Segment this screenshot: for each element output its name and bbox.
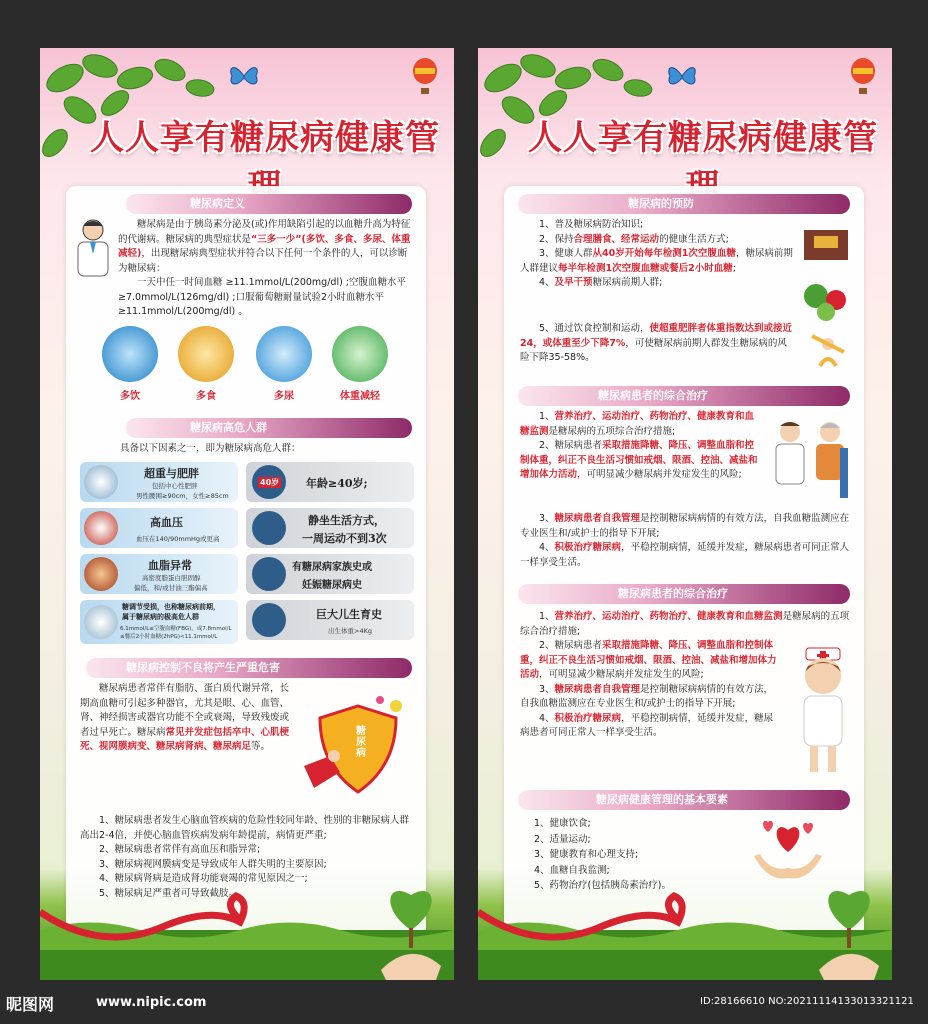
treatment2-text-a: 1、营养治疗、运动治疗、药物治疗、健康教育和血糖监测是糖尿病的五项综合治疗措施; xyxy=(520,611,850,637)
section-heading-essentials: 糖尿病健康管理的基本要素 xyxy=(518,790,850,810)
food-exercise-icon xyxy=(798,226,858,376)
risk-item: 40岁 年龄≥40岁; xyxy=(246,462,414,502)
watermark-url: www.nipic.com xyxy=(96,995,207,1010)
drink-more-icon xyxy=(102,326,158,382)
nurse-icon xyxy=(790,646,856,776)
symptom-label: 多食 xyxy=(196,391,216,402)
harm-list: 1、糖尿病患者发生心脑血管疾病的危险性较同年龄、性别的非糖尿病人群高出2-4倍，并使心脑血管疾病发病年龄提前，病情更严重; 2、糖尿病患者常伴有高血压和脂异常; 3、糖尿病视网膜病变是导致成年人群失明的主要原因; 4、糖尿病肾病是造成肾功能衰竭的常见原因之一; 5、糖尿病足严重者可导致截肢。 xyxy=(80,815,410,899)
content-card xyxy=(66,186,426,938)
section-heading-high-risk: 糖尿病高危人群 xyxy=(126,418,412,438)
symptom-label: 体重减轻 xyxy=(340,391,380,402)
section-heading-treatment-2: 糖尿病患者的综合治疗 xyxy=(518,584,850,604)
sitting-person-icon xyxy=(252,511,286,545)
prevention-text: 1、普及糖尿病防治知识; 2、保持合理膳食、经常运动的健康生活方式; 3、健康人群从40岁开始每年检测1次空腹血糖，糖尿病前期人群建议每半年检测1次空腹血糖或餐后2小时血糖; 4、及早干预糖尿病前期人群; xyxy=(520,219,793,288)
heart-tree-icon xyxy=(376,870,446,980)
weight-loss-icon xyxy=(332,326,388,382)
watermark-logo: 昵图网 xyxy=(6,995,55,1014)
urinate-more-icon xyxy=(256,326,312,382)
essentials-list: 1、健康饮食; 2、适量运动; 3、健康教育和心理支持; 4、血糖自我监测; 5、药物治疗(包括胰岛素治疗)。 xyxy=(534,818,671,891)
section-heading-definition: 糖尿病定义 xyxy=(126,194,412,214)
risk-item: 高血压 血压在140/90mmHg或更高 xyxy=(80,508,238,548)
diagnosis-text: 一天中任一时间血糖 ≥11.1mmol/L(200mg/dl) ;空腹血糖水平 ≥7.0mmol/L(126mg/dl) ;口服葡萄糖耐量试验2小时血糖水平 ≥11.1mmol/L(200mg/dl) 。 xyxy=(118,277,407,317)
risk-item: 血脂异常 高密度脂蛋白胆固醇 偏低，和/或甘油三酯偏高 xyxy=(80,554,238,594)
risk-item: 糖调节受损，也称糖尿病前期， 属于糖尿病的极高危人群 6.1mmol/L≤空腹血糖(FBG)，或7.8mmol/L ≤餐后2小时血糖(2hPG)<11.1mmol/L xyxy=(80,600,238,644)
blood-vessel-icon xyxy=(84,557,118,591)
poster-left xyxy=(40,48,454,980)
poster-title: 人人享有糖尿病健康管 xyxy=(528,118,878,158)
dna-icon xyxy=(252,557,286,591)
definition-text: 糖尿病是由于胰岛素分泌及(或)作用缺陷引起的以血糖升高为特征的代谢病。糖尿病的典型症状是“三多一少”(多饮、多食、多尿、体重减轻)，出现糖尿病典型症状并符合以下任何一个条件的人，可以诊断为糖尿病： xyxy=(118,219,411,274)
risk-item: 巨大儿生育史 出生体重>4Kg xyxy=(246,600,414,640)
symptom-label: 多饮 xyxy=(120,391,140,402)
doctor-patient-icon xyxy=(762,418,858,504)
obesity-icon xyxy=(84,465,118,499)
hot-air-balloon-icon xyxy=(848,58,878,98)
content-card xyxy=(504,186,864,938)
risk-item: 超重与肥胖 包括中心性肥胖 男性腰围≥90cm，女性≥85cm xyxy=(80,462,238,502)
shield-label: 糖尿病 xyxy=(356,726,366,759)
ribbon-decoration xyxy=(40,892,260,952)
poster-title: 人人享有糖尿病健康管 xyxy=(90,118,440,158)
section-heading-treatment: 糖尿病患者的综合治疗 xyxy=(518,386,850,406)
baby-icon xyxy=(252,603,286,637)
high-risk-intro: 具备以下因素之一，即为糖尿病高危人群： xyxy=(120,443,301,454)
section-heading-prevention: 糖尿病的预防 xyxy=(518,194,850,214)
butterfly-icon xyxy=(666,62,698,90)
treatment2-text-b: 2、糖尿病患者采取措施降糖、降压、调整血脂和控制体重，纠正不良生活习惯如戒烟、限酒、控油、减盐和增加体力活动，可明显减少糖尿病并发症发生的风险; 3、糖尿病患者自我管理是控制糖尿病病情的有效方法，自我血糖监测应在专业医生和/或护士的指导下开展; 4、积极治疗糖尿病，平稳控制病情，延缓并发症，糖尿病患者可同正常人一样享受生活。 xyxy=(520,640,777,738)
heart-tree-icon xyxy=(814,870,884,980)
butterfly-icon xyxy=(228,62,260,90)
watermark-id: ID:28166610 NO:20211114133013321121 xyxy=(700,996,914,1007)
heart-icon xyxy=(84,511,118,545)
eat-more-icon xyxy=(178,326,234,382)
ribbon-decoration xyxy=(478,892,698,952)
risk-item: 静坐生活方式， 一周运动不到3次 xyxy=(246,508,414,548)
symptom-label: 多尿 xyxy=(274,391,294,402)
section-heading-harm: 糖尿病控制不良将产生严重危害 xyxy=(86,658,412,678)
doctor-icon xyxy=(72,218,114,278)
poster-right xyxy=(478,48,892,980)
prevention-text-5: 5、通过饮食控制和运动，使超重肥胖者体重指数达到或接近24，或体重至少下降7%，可使糖尿病前期人群发生糖尿病的风险下降35-58%。 xyxy=(520,323,793,363)
glucose-meter-icon xyxy=(84,605,118,639)
treatment-text-a: 1、营养治疗、运动治疗、药物治疗、健康教育和血糖监测是糖尿病的五项综合治疗措施; 2、糖尿病患者采取措施降糖、降压、调整血脂和控制体重，纠正不良生活习惯如戒烟、限酒、控油、减盐和增加体力活动，可明显减少糖尿病并发症发生的风险; xyxy=(520,411,758,480)
harm-text: 糖尿病患者常伴有脂肪、蛋白质代谢异常，长期高血糖可引起多种器官，尤其是眼、心、血管、肾、神经损害或器官功能不全或衰竭，导致残废或者过早死亡。糖尿病常见并发症包括卒中、心肌梗死、视网膜病变、糖尿病肾病、糖尿病足等。 xyxy=(80,683,290,752)
treatment-text-b: 3、糖尿病患者自我管理是控制糖尿病病情的有效方法，自我血糖监测应在专业医生和/或护士的指导下开展; 4、积极治疗糖尿病，平稳控制病情，延缓并发症，糖尿病患者可同正常人一样享受生活。 xyxy=(520,513,850,568)
hot-air-balloon-icon xyxy=(410,58,440,98)
risk-item: 有糖尿病家族史或 妊娠糖尿病史 xyxy=(246,554,414,594)
